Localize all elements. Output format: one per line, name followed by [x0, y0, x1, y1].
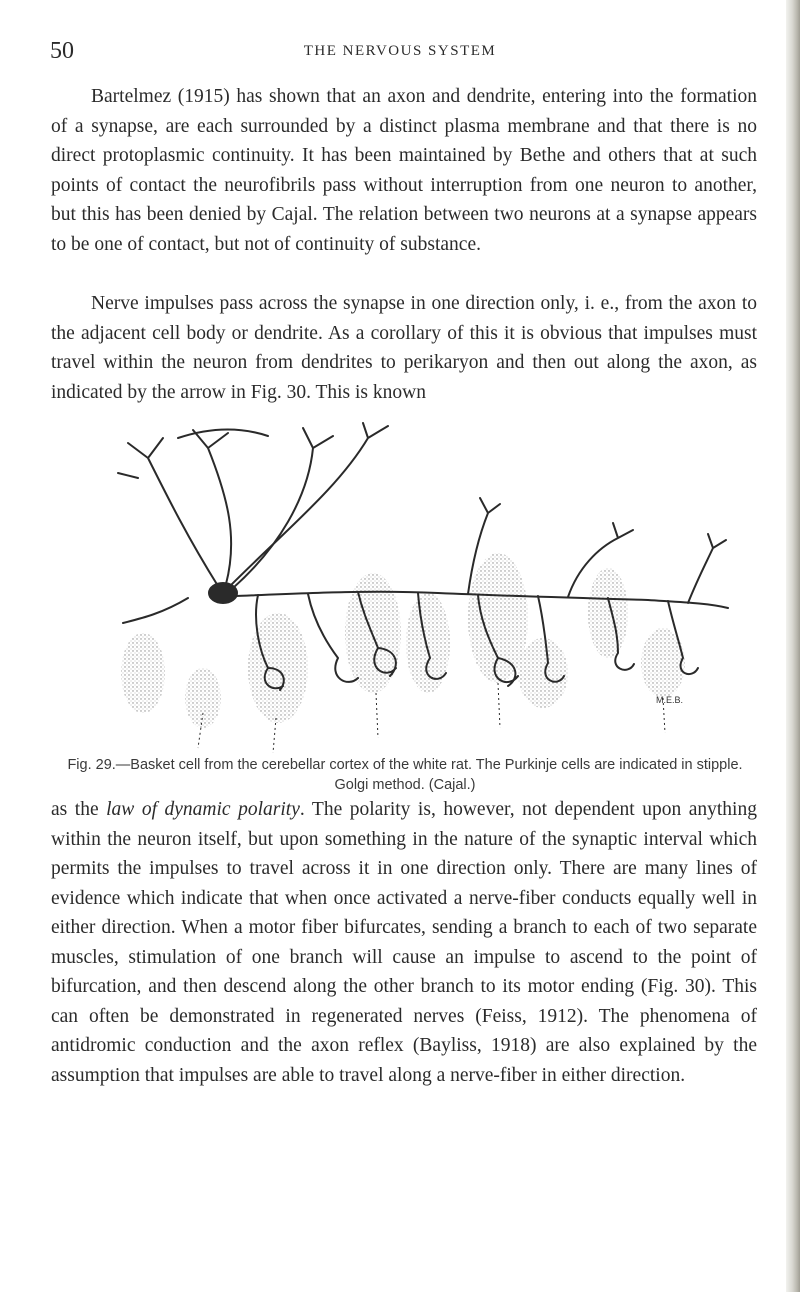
paragraph-1: Bartelmez (1915) has shown that an axon and dendrite, entering into the formation of a synapse, are each surrounded by a distinct plasma membrane and that there is no direct protoplasmic continuity. It has been maintained by Bethe and others that at such points of contact the neurofibrils pass without interruption from one neuron to another, but this has been denied by Cajal. The relation between two neurons at a synapse appears to be one of contact, but not of continuity of substance. [51, 86, 757, 255]
page-edge-shadow [786, 0, 800, 1292]
figure-signature: M.E.B. [656, 695, 684, 705]
law-term: law of dynamic polarity [106, 799, 300, 820]
figure-caption: Fig. 29.—Basket cell from the cerebellar cortex of the white rat. The Purkinje cells are indicated in stipple. Golgi method. (Cajal.) [67, 757, 743, 793]
basket-cell-illustration [108, 418, 738, 773]
paragraph-3-body: . The polarity is, however, not dependent upon anything within the neuron itself, but upon something in the nature of the synaptic interval which permits the impulses to travel across it in one direction only. There are many lines of evidence which indicate that when once activated a nerve-fiber conducts equally well in either direction. When a motor fiber bifurcates, sending a branch to each of two separate muscles, stimulation of one branch will cause an impulse to ascend to the point of bifurcation, and then descend along the other branch to its motor ending (Fig. 30). This can often be demonstrated in regenerated nerves (Feiss, 1912). The phenomena of antidromic conduction and the axon reflex (Bayliss, 1918) are also explained by the assumption that impulses are able to travel along a nerve-fiber in either direction. [51, 799, 757, 1086]
purkinje-cells-stipple [121, 553, 685, 728]
paragraph-3-lead: as the [51, 799, 107, 820]
page-number: 50 [50, 38, 74, 64]
running-head: THE NERVOUS SYSTEM [303, 43, 497, 59]
paragraph-3 [51, 795, 757, 1090]
paragraph-2: Nerve impulses pass across the synapse in one direction only, i. e., from the axon to the adjacent cell body or dendrite. As a corollary of this it is obvious that impulses must travel within the neuron from dendrites to perikaryon and then out along the axon, as indicated by the arrow in Fig. 30. This is known [51, 293, 757, 403]
